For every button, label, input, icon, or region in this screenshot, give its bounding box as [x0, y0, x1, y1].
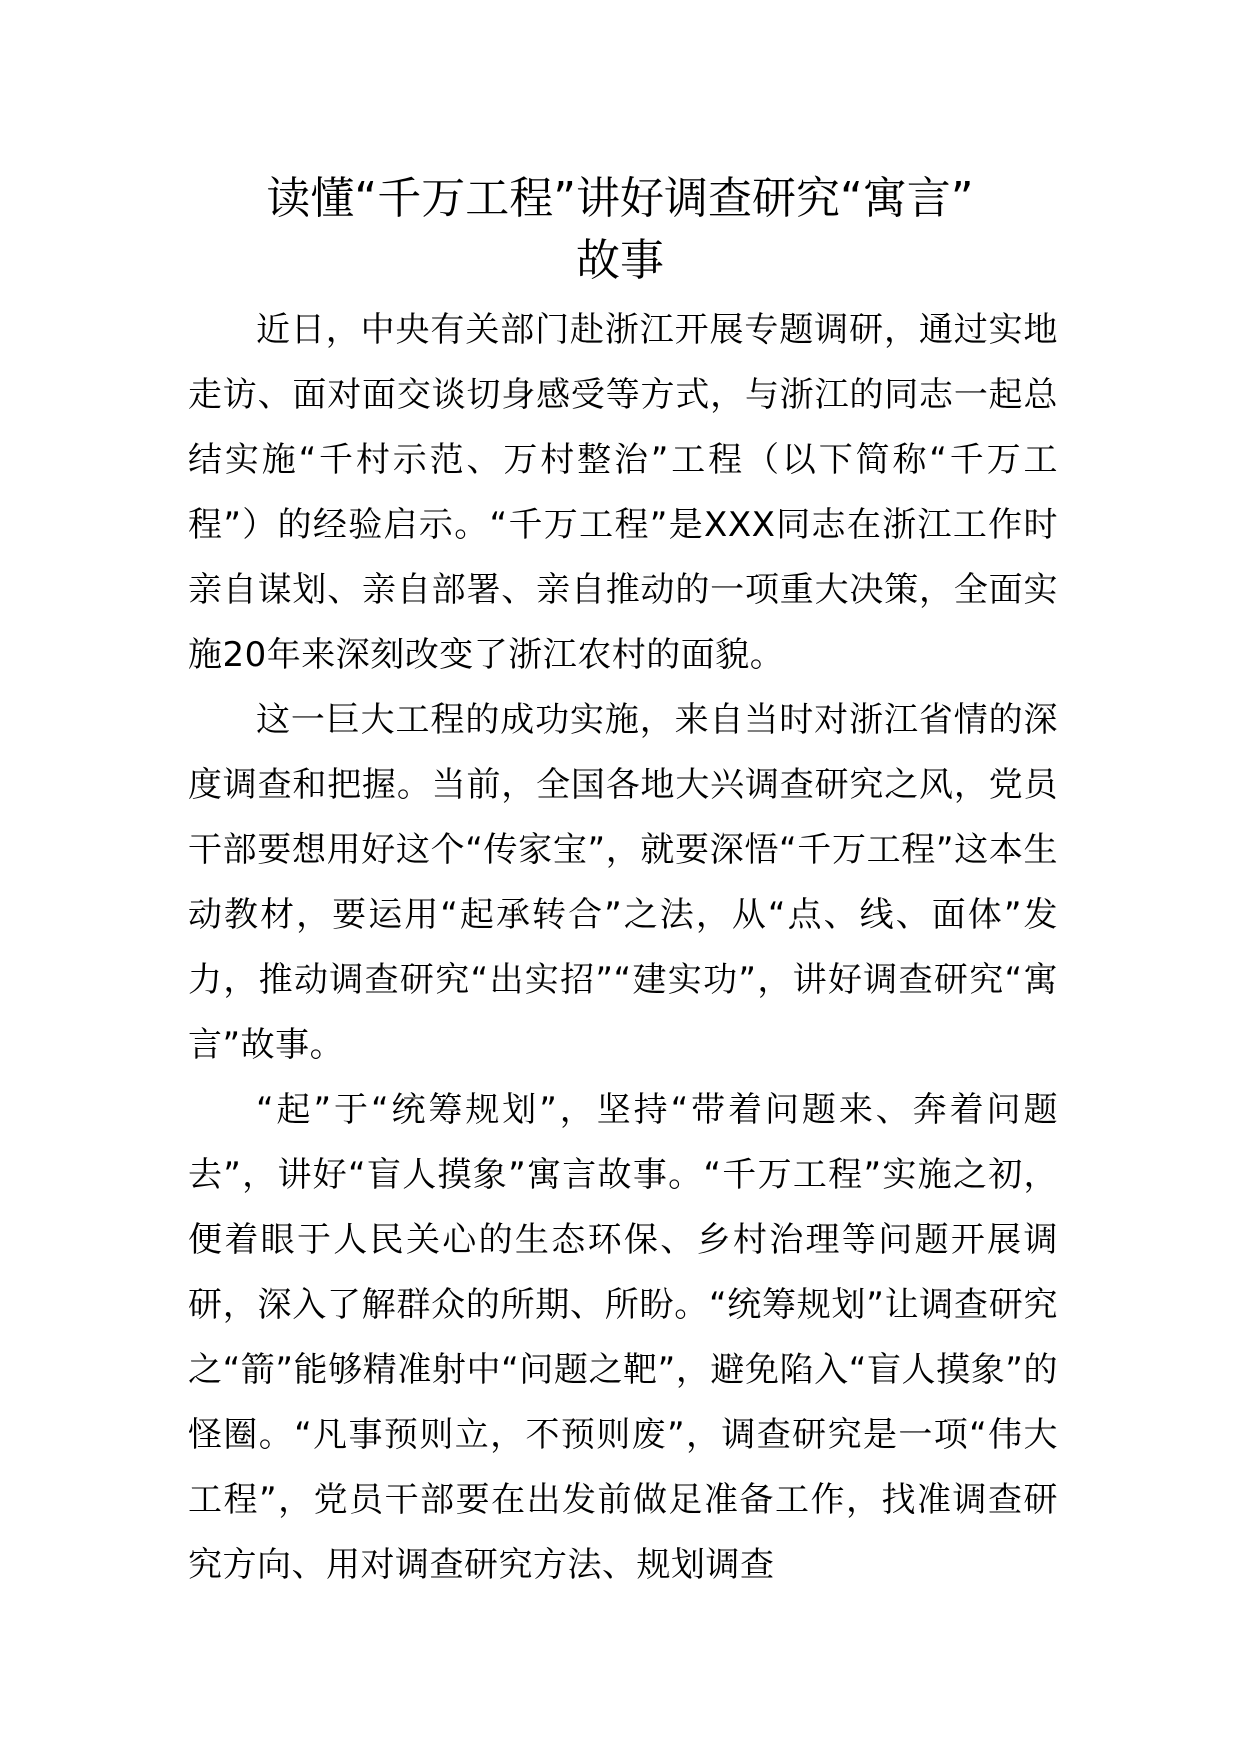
paragraph-3: “起”于“统筹规划”，坚持“带着问题来、奔着问题去”，讲好“盲人摸象”寓言故事。“千万工程”实施之初，便着眼于人民关心的生态环保、乡村治理等问题开展调研，深入了解群众的所期、所盼。“统筹规划”让调查研究之“箭”能够精准射中“问题之靶”，避免陷入“盲人摸象”的怪圈。“凡事预则立，不预则废”，调查研究是一项“伟大工程”，党员干部要在出发前做足准备工作，找准调查研究方向、用对调查研究方法、规划调查	[188, 1090, 1058, 1585]
paragraph-1: 近日，中央有关部门赴浙江开展专题调研，通过实地走访、面对面交谈切身感受等方式，与浙江的同志一起总结实施“千村示范、万村整治”工程（以下简称“千万工程”）的经验启示。“千万工程”是XXX同志在浙江工作时亲自谋划、亲自部署、亲自推动的一项重大决策，全面实施20年来深刻改变了浙江农村的面貌。	[188, 310, 1058, 675]
paragraph-2: 这一巨大工程的成功实施，来自当时对浙江省情的深度调查和把握。当前，全国各地大兴调查研究之风，党员干部要想用好这个“传家宝”，就要深悟“千万工程”这本生动教材，要运用“起承转合”之法，从“点、线、面体”发力，推动调查研究“出实招”“建实功”，讲好调查研究“寓言”故事。	[188, 700, 1058, 1065]
document-title-line-1: 读懂“千万工程”讲好调查研究“寓言”	[266, 173, 974, 224]
document-title-line-2: 故事	[576, 235, 664, 286]
document-body	[188, 298, 1058, 1598]
